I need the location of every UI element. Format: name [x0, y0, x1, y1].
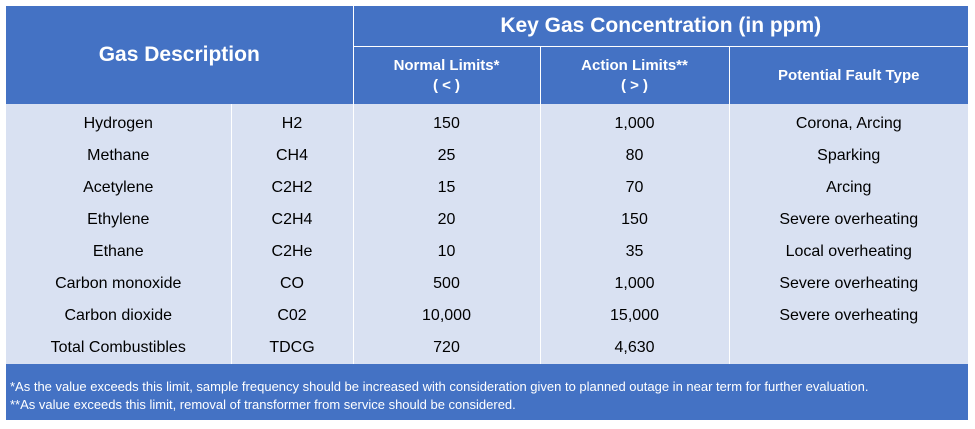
gas-description-header: Gas Description	[6, 6, 353, 104]
action-limit-cell: 80	[540, 140, 729, 172]
gas-name-cell: Acetylene	[6, 172, 231, 204]
gas-formula-cell: C2He	[231, 236, 353, 268]
gas-formula-cell: H2	[231, 104, 353, 140]
action-limits-symbol: ( > )	[620, 76, 649, 94]
concentration-title: Key Gas Concentration (in ppm)	[353, 6, 968, 47]
fault-type-header: Potential Fault Type	[729, 47, 968, 105]
action-limit-cell: 150	[540, 204, 729, 236]
gas-formula-cell: CH4	[231, 140, 353, 172]
normal-limits-header	[353, 47, 540, 105]
gas-name-cell: Total Combustibles	[6, 332, 231, 364]
table-row	[6, 172, 968, 204]
gas-formula-cell: C02	[231, 300, 353, 332]
normal-limit-cell: 150	[353, 104, 540, 140]
gas-name-cell: Ethylene	[6, 204, 231, 236]
fault-type-cell: Sparking	[729, 140, 968, 172]
table-row	[6, 268, 968, 300]
action-limits-header	[540, 47, 729, 105]
fault-type-cell: Corona, Arcing	[729, 104, 968, 140]
table-row	[6, 236, 968, 268]
table-row	[6, 104, 968, 140]
footnote-normal-limits: *As the value exceeds this limit, sample frequency should be increased with consideration given to planned outage in near term for further evaluation.	[10, 379, 869, 394]
table-row	[6, 204, 968, 236]
normal-limit-cell: 10	[353, 236, 540, 268]
normal-limits-symbol: ( < )	[432, 76, 461, 94]
gas-formula-cell: C2H4	[231, 204, 353, 236]
table-row	[6, 140, 968, 172]
normal-limit-cell: 500	[353, 268, 540, 300]
fault-type-cell: Severe overheating	[729, 204, 968, 236]
gas-name-cell: Methane	[6, 140, 231, 172]
fault-type-cell: Local overheating	[729, 236, 968, 268]
gas-limits-table-frame	[6, 6, 968, 420]
gas-formula-cell: C2H2	[231, 172, 353, 204]
normal-limits-label: Normal Limits*	[393, 56, 500, 74]
action-limit-cell: 1,000	[540, 268, 729, 300]
gas-formula-cell: CO	[231, 268, 353, 300]
gas-name-cell: Ethane	[6, 236, 231, 268]
fault-type-cell: Severe overheating	[729, 268, 968, 300]
normal-limit-cell: 20	[353, 204, 540, 236]
action-limit-cell: 1,000	[540, 104, 729, 140]
normal-limit-cell: 15	[353, 172, 540, 204]
action-limit-cell: 35	[540, 236, 729, 268]
table-row	[6, 332, 968, 364]
gas-limits-table	[6, 6, 968, 364]
footnote-action-limits: **As value exceeds this limit, removal of transformer from service should be considered.	[10, 397, 516, 412]
normal-limit-cell: 720	[353, 332, 540, 364]
table-row	[6, 300, 968, 332]
fault-type-cell	[729, 332, 968, 364]
action-limits-label: Action Limits**	[581, 56, 688, 74]
normal-limit-cell: 25	[353, 140, 540, 172]
normal-limit-cell: 10,000	[353, 300, 540, 332]
gas-name-cell: Hydrogen	[6, 104, 231, 140]
fault-type-cell: Severe overheating	[729, 300, 968, 332]
action-limit-cell: 4,630	[540, 332, 729, 364]
gas-name-cell: Carbon dioxide	[6, 300, 231, 332]
gas-name-cell: Carbon monoxide	[6, 268, 231, 300]
fault-type-cell: Arcing	[729, 172, 968, 204]
footnotes	[6, 369, 968, 420]
action-limit-cell: 70	[540, 172, 729, 204]
gas-formula-cell: TDCG	[231, 332, 353, 364]
action-limit-cell: 15,000	[540, 300, 729, 332]
